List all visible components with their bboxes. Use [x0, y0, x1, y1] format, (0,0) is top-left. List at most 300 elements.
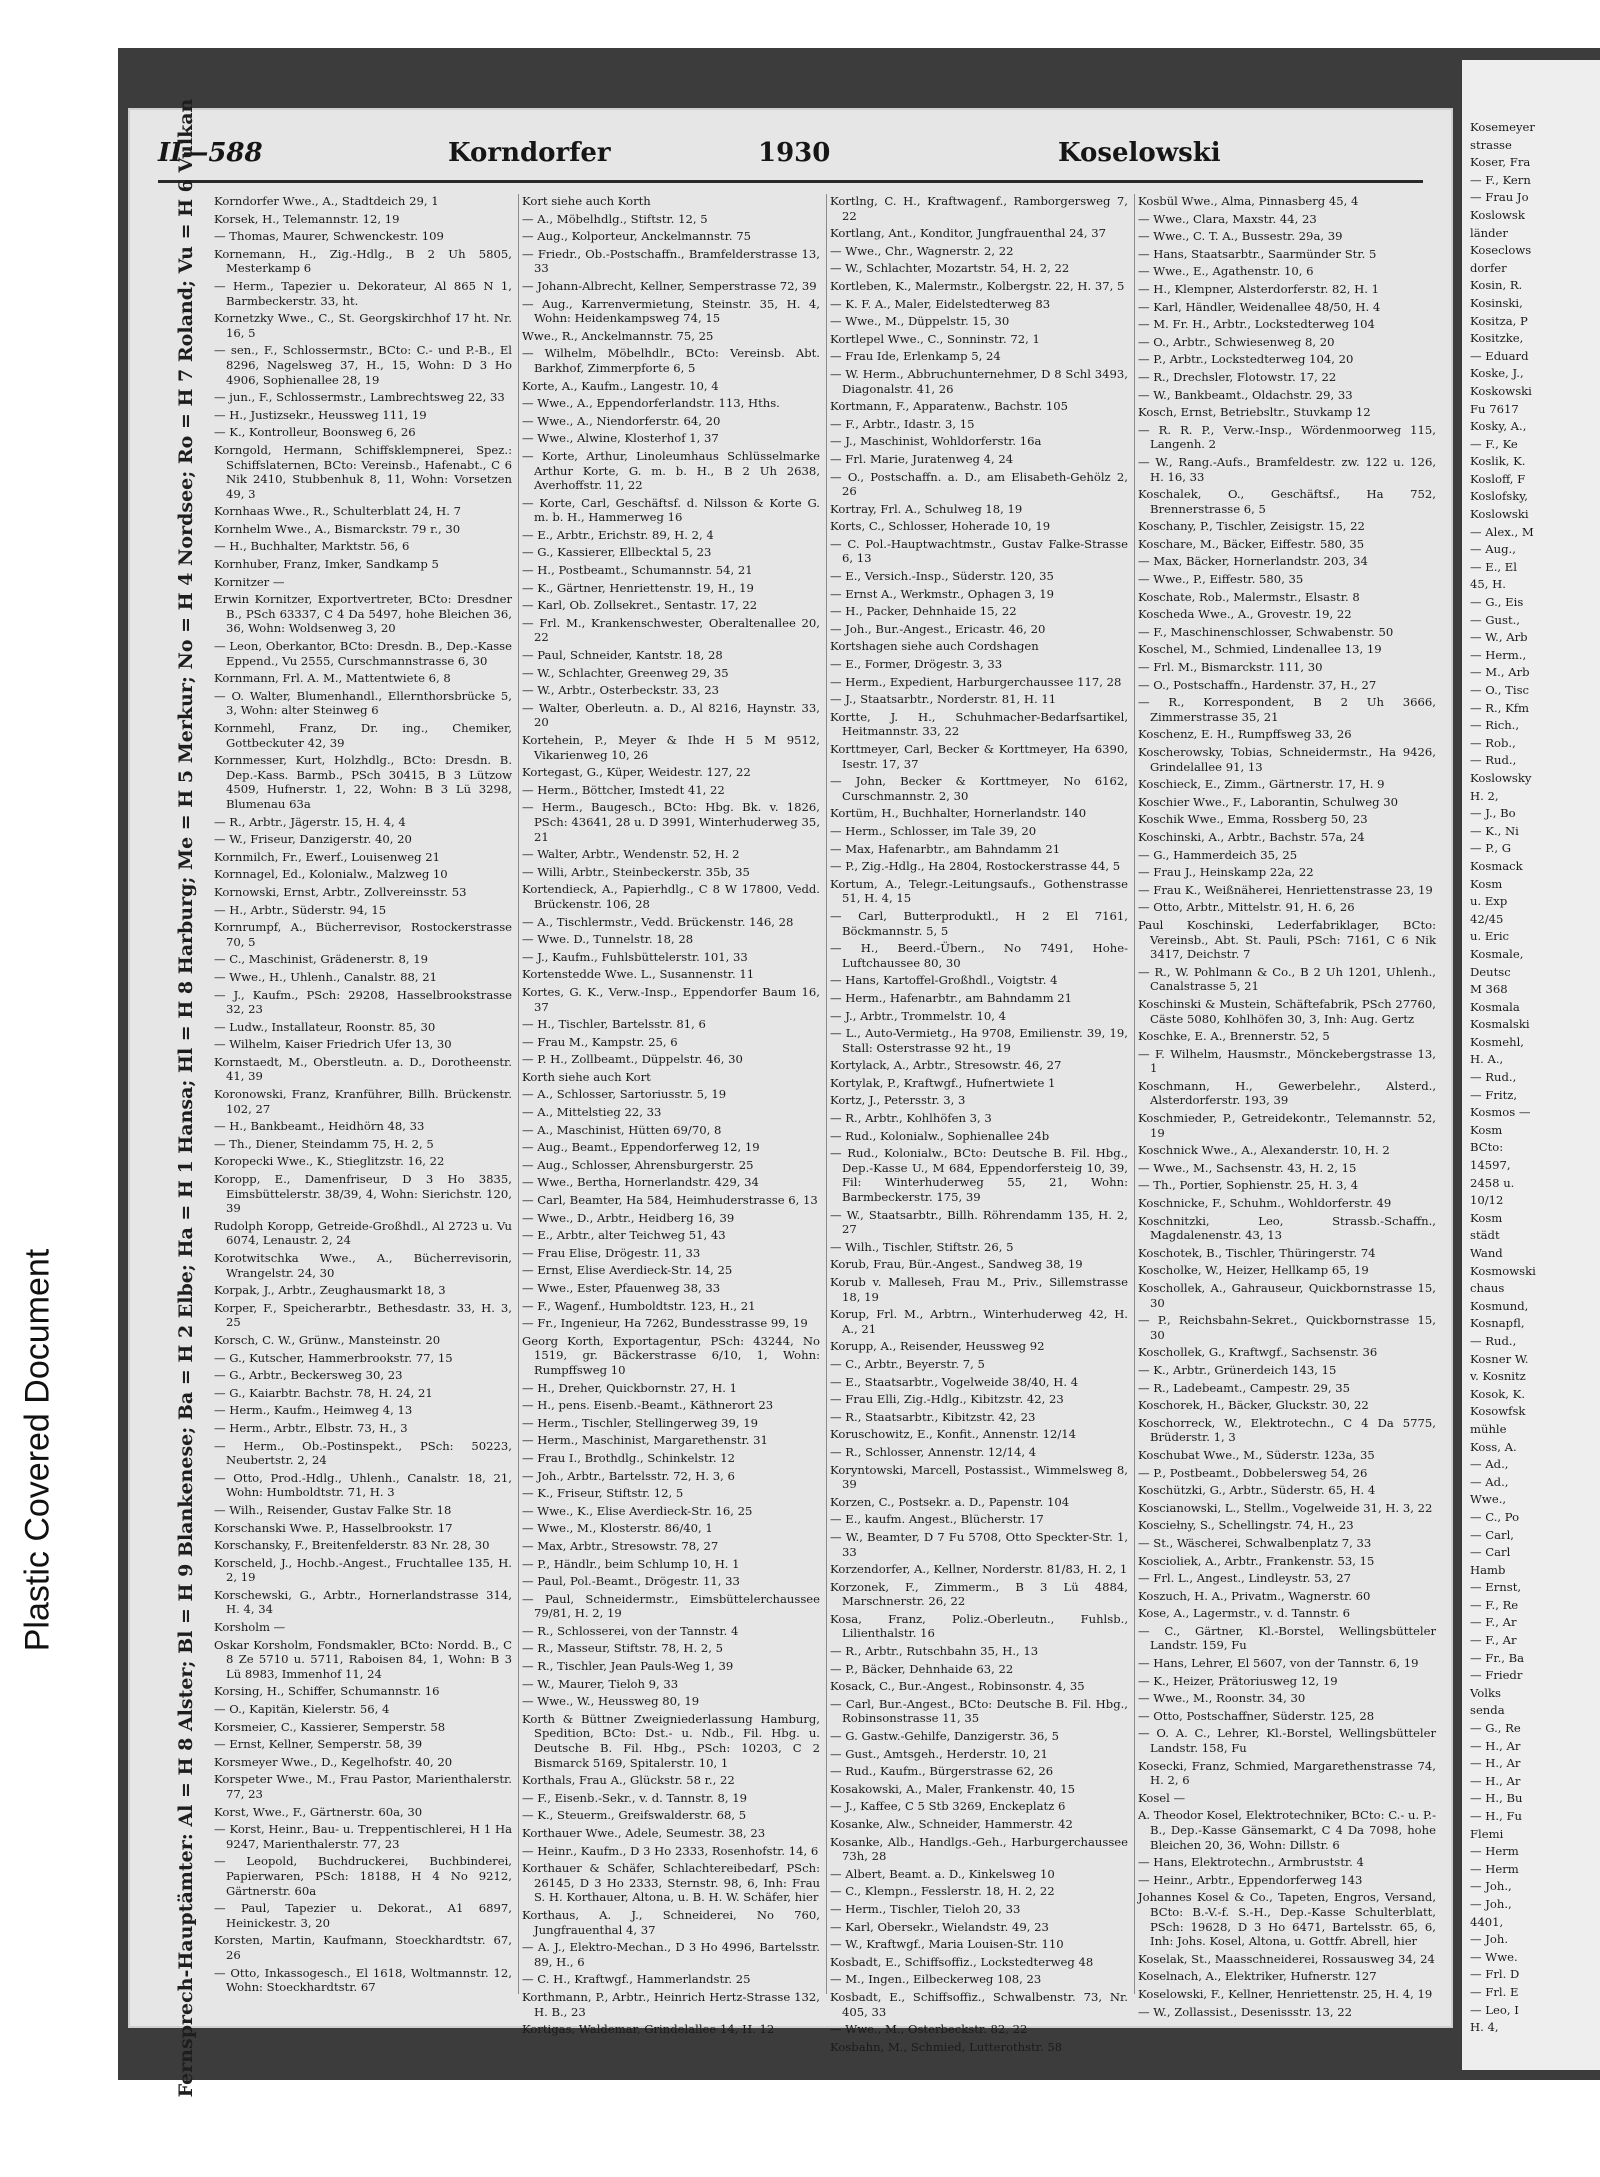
- directory-entry: — E., kaufm. Angest., Blücherstr. 17: [830, 1512, 1044, 1527]
- adjacent-page-line: — H., Ar: [1470, 1773, 1521, 1788]
- directory-entry: Kortlepel Wwe., C., Sonninstr. 72, 1: [830, 331, 1040, 346]
- directory-entry: — Karl, Ob. Zollsekret., Sentastr. 17, 22: [522, 598, 758, 613]
- directory-entry: — P. H., Zollbeamt., Düppelstr. 46, 30: [522, 1052, 743, 1067]
- directory-entry: — Wwe., A., Niendorferstr. 64, 20: [522, 413, 721, 428]
- directory-entry: — E., Versich.-Insp., Süderstr. 120, 35: [830, 569, 1054, 584]
- adjacent-page-line: — Rob.,: [1470, 735, 1516, 750]
- directory-entry: — H., Justizsekr., Heussweg 111, 19: [214, 407, 427, 422]
- directory-entry: — Thomas, Maurer, Schwenckestr. 109: [214, 229, 444, 244]
- adjacent-page-line: Kositzke,: [1470, 331, 1524, 346]
- directory-entry: Kosciełny, S., Schellingstr. 74, H., 23: [1138, 1518, 1354, 1533]
- adjacent-page-line: — Herm: [1470, 1861, 1519, 1876]
- directory-entry: — Wilhelm, Möbelhdlr., BCto: Vereinsb. Abt. Barkhof, Zimmerpforte 6, 5: [522, 346, 820, 375]
- adjacent-page-line: — Carl,: [1470, 1527, 1514, 1542]
- directory-entry: Kornemann, H., Zig.-Hdlg., B 2 Uh 5805, Mesterkamp 6: [214, 246, 512, 276]
- adjacent-page-line: Koss, A.: [1470, 1439, 1517, 1454]
- directory-entry: Koschnicke, F., Schuhm., Wohldorferstr. 49: [1138, 1196, 1392, 1211]
- directory-entry: Korscheld, J., Hochb.-Angest., Fruchtallee 135, H. 2, 19: [214, 1555, 512, 1585]
- directory-entry: — Paul, Schneider, Kantstr. 18, 28: [522, 648, 723, 663]
- directory-entry: — Korte, Carl, Geschäftsf. d. Nilsson & Korte G. m. b. H., Hammerweg 16: [522, 495, 820, 525]
- page-header: [158, 138, 1423, 178]
- directory-entry: Korspeter Wwe., M., Frau Pastor, Marienthalerstr. 77, 23: [214, 1772, 512, 1801]
- adjacent-page-line: Kosm: [1470, 1210, 1503, 1225]
- directory-entry: — Aug., Beamt., Eppendorferweg 12, 19: [522, 1140, 760, 1155]
- adjacent-page-line: Kosky, A.,: [1470, 419, 1527, 434]
- directory-entry: — Herm., Böttcher, Imstedt 41, 22: [522, 782, 725, 797]
- adjacent-page-line: — H., Bu: [1470, 1791, 1523, 1806]
- directory-entry: — A., Möbelhdlg., Stiftstr. 12, 5: [522, 211, 708, 226]
- directory-entry: — Wwe., H., Uhlenh., Canalstr. 88, 21: [214, 969, 437, 984]
- directory-entry: — Rud., Kaufm., Bürgerstrasse 62, 26: [830, 1764, 1054, 1779]
- adjacent-page-line: Koseclows: [1470, 243, 1532, 258]
- directory-entry: — F., Eisenb.-Sekr., v. d. Tannstr. 8, 19: [522, 1790, 747, 1805]
- page-number: II—588: [158, 138, 263, 168]
- adjacent-page-line: 45, H.: [1470, 577, 1506, 592]
- directory-entry: — Wwe. D., Tunnelstr. 18, 28: [522, 932, 694, 947]
- directory-entry: Koscianowski, L., Stellm., Vogelweide 31, H. 3, 22: [1138, 1500, 1433, 1515]
- directory-entry: — Aug., Karrenvermietung, Steinstr. 35, H. 4, Wohn: Heidenkampsweg 74, 15: [522, 296, 820, 326]
- directory-entry: Kortte, J. H., Schuhmacher-Bedarfsartikel, Heitmannstr. 33, 22: [830, 709, 1128, 739]
- adjacent-page-line: — K., Ni: [1470, 823, 1519, 838]
- adjacent-page-line: — Frl. E: [1470, 1984, 1519, 1999]
- directory-entry: Georg Korth, Exportagentur, PSch: 43244, No 1519, gr. Bäckerstrasse 6/10, 1, Wohn: Rumpffsweg 10: [522, 1333, 820, 1377]
- adjacent-page-line: — H., Ar: [1470, 1738, 1521, 1753]
- directory-entry: — Th., Diener, Steindamm 75, H. 2, 5: [214, 1136, 434, 1151]
- directory-entry: Korts, C., Schlosser, Hoherade 10, 19: [830, 519, 1051, 534]
- directory-entry: Koselak, St., Maasschneiderei, Rossausweg 34, 24: [1138, 1951, 1435, 1966]
- directory-entry: — Hans, Kartoffel-Großhdl., Voigtstr. 4: [830, 973, 1058, 988]
- directory-entry: Korsten, Martin, Kaufmann, Stoeckhardtstr. 67, 26: [214, 1933, 512, 1962]
- directory-entry: — J., Kaffee, C 5 Stb 3269, Enckeplatz 6: [830, 1799, 1066, 1814]
- directory-entry: Paul Koschinski, Lederfabriklager, BCto: Vereinsb., Abt. St. Pauli, PSch: 7161, C 6 Nik 3417, Deichstr. 7: [1138, 917, 1436, 962]
- directory-entry: — R., Arbtr., Kohlhöfen 3, 3: [830, 1111, 992, 1126]
- directory-entry: Koselnach, A., Elektriker, Hufnerstr. 127: [1138, 1969, 1377, 1984]
- directory-entry: — Herm., Arbtr., Elbstr. 73, H., 3: [214, 1420, 408, 1435]
- directory-entry: — A., Mittelstieg 22, 33: [522, 1105, 662, 1120]
- directory-entry: — K. F. A., Maler, Eidelstedterweg 83: [830, 296, 1051, 311]
- directory-entry: Kornstaedt, M., Oberstleutn. a. D., Dorotheenstr. 41, 39: [214, 1054, 512, 1084]
- directory-entry: — H., Postbeamt., Schumannstr. 54, 21: [522, 563, 753, 578]
- directory-entry: — Frl. L., Angest., Lindleystr. 53, 27: [1138, 1571, 1352, 1586]
- directory-entry: — Paul, Tapezier u. Dekorat., A1 6897, Heinickestr. 3, 20: [214, 1901, 512, 1930]
- directory-entry: Kosa, Franz, Poliz.-Oberleutn., Fuhlsb., Lilienthalstr. 16: [830, 1611, 1128, 1641]
- directory-entry: — J., Staatsarbtr., Norderstr. 81, H. 11: [830, 692, 1057, 707]
- directory-entry: — Korst, Heinr., Bau- u. Treppentischlerei, H 1 Ha 9247, Marienthalerstr. 77, 23: [214, 1822, 512, 1851]
- adjacent-page-line: — Leo, I: [1470, 2002, 1519, 2017]
- directory-entry: Kort siehe auch Korth: [522, 194, 651, 208]
- adjacent-page-line: Kosmowski: [1470, 1263, 1536, 1278]
- adjacent-page-line: mühle: [1470, 1421, 1507, 1436]
- directory-entry: Kortshagen siehe auch Cordshagen: [830, 639, 1039, 654]
- directory-entry: Kosanke, Alb., Handlgs.-Geh., Harburgerchaussee 73h, 28: [830, 1834, 1128, 1864]
- directory-entry: Kortehein, P., Meyer & Ihde H 5 M 9512, Vikarienweg 10, 26: [522, 733, 820, 762]
- directory-entry: Koselowski, F., Kellner, Henriettenstr. 25, H. 4, 19: [1138, 1986, 1433, 2001]
- adjacent-page-line: — Friedr: [1470, 1668, 1523, 1683]
- directory-entry: Wwe., R., Anckelmannstr. 75, 25: [522, 328, 714, 343]
- directory-entry: — P., Postbeamt., Dobbelersweg 54, 26: [1138, 1465, 1368, 1480]
- adjacent-page-line: H. 2,: [1470, 788, 1499, 803]
- directory-entry: Korthauer & Schäfer, Schlachtereibedarf, PSch: 26145, D 3 Ho 2333, Sternstr. 98, 6, Inh: Frau S. H. Korthauer, Altona, u. B. H. W. Schäfer, hier: [522, 1861, 820, 1905]
- adjacent-page-line: Kosmala: [1470, 999, 1520, 1014]
- directory-entry: Koschubat Wwe., M., Süderstr. 123a, 35: [1138, 1447, 1375, 1462]
- directory-entry: Oskar Korsholm, Fondsmakler, BCto: Nordd. B., C 8 Ze 5710 u. 5711, Raboisen 84, 1, Wohn: B 3 Lü 8983, Immenhof 11, 24: [214, 1637, 512, 1681]
- directory-entry: — Herm., Tischler, Tieloh 20, 33: [830, 1901, 1021, 1916]
- adjacent-page-line: Kosm: [1470, 1122, 1503, 1137]
- directory-entry: — Wwe., P., Eiffestr. 580, 35: [1138, 572, 1304, 587]
- directory-entry: — E., Arbtr., alter Teichweg 51, 43: [522, 1228, 726, 1243]
- directory-entry: Koschorek, H., Bäcker, Gluckstr. 30, 22: [1138, 1398, 1369, 1413]
- adjacent-page-line: — Gust.,: [1470, 612, 1520, 627]
- directory-entry: Kornmesser, Kurt, Holzhdlg., BCto: Dresdn. B. Dep.-Kass. Barmb., PSch 30415, B 3 Lützow 4509, Hufnerstr. 1, 22, Wohn: B 3 Lü 3298, Blumenau 63a: [214, 753, 512, 811]
- adjacent-page-line: — G., Re: [1470, 1721, 1521, 1736]
- directory-entry: — Wwe., E., Agathenstr. 10, 6: [1138, 264, 1314, 279]
- directory-entry: — H., Klempner, Alsterdorferstr. 82, H. 1: [1138, 281, 1380, 296]
- directory-entry: — F. Wilhelm, Hausmstr., Mönckebergstrasse 13, 1: [1138, 1046, 1436, 1076]
- directory-entry: — C., Arbtr., Beyerstr. 7, 5: [830, 1356, 985, 1371]
- directory-entry: — Fr., Ingenieur, Ha 7262, Bundesstrasse 99, 19: [522, 1316, 808, 1331]
- directory-entry: — Herm., Tischler, Stellingerweg 39, 19: [522, 1415, 759, 1430]
- adjacent-page-line: — Rud.,: [1470, 1333, 1517, 1348]
- directory-entry: — Wwe., Bertha, Hornerlandstr. 429, 34: [522, 1175, 759, 1190]
- directory-entry: — F., Maschinenschlosser, Schwabenstr. 50: [1138, 624, 1394, 639]
- adjacent-page-line: 14597,: [1470, 1158, 1511, 1173]
- directory-entry: — Frau I., Brothdlg., Schinkelstr. 12: [522, 1450, 736, 1465]
- directory-entry: — W. Herm., Abbruchunternehmer, D 8 Schl 3493, Diagonalstr. 41, 26: [830, 366, 1128, 396]
- directory-entry: — Ludw., Installateur, Roonstr. 85, 30: [214, 1019, 436, 1034]
- adjacent-page-line: Hamb: [1470, 1562, 1506, 1577]
- directory-entry: — Wwe., A., Eppendorferlandstr. 113, Hths.: [522, 396, 780, 411]
- directory-entry: Kornhuber, Franz, Imker, Sandkamp 5: [214, 557, 439, 572]
- directory-entry: Koschnick Wwe., A., Alexanderstr. 10, H. 2: [1138, 1143, 1390, 1158]
- directory-entry: — Walter, Arbtr., Wendenstr. 52, H. 2: [522, 847, 740, 862]
- adjacent-page-line: — Frl. D: [1470, 1967, 1520, 1982]
- adjacent-page-line: — Frau Jo: [1470, 190, 1529, 205]
- directory-entry: Korsmeier, C., Kassierer, Semperstr. 58: [214, 1719, 446, 1734]
- directory-entry: — K., Gärtner, Henriettenstr. 19, H., 19: [522, 580, 754, 595]
- directory-entry: Korsmeyer Wwe., D., Kegelhofstr. 40, 20: [214, 1754, 453, 1769]
- directory-entry: — Wwe., K., Elise Averdieck-Str. 16, 25: [522, 1503, 753, 1518]
- directory-entry: Kortendieck, A., Papierhdlg., C 8 W 17800, Vedd. Brückenstr. 106, 28: [522, 882, 820, 911]
- adjacent-page-line: Kosmehl,: [1470, 1034, 1524, 1049]
- directory-entry: — O., Arbtr., Schwiesenweg 8, 20: [1138, 334, 1335, 349]
- directory-entry: — Wilh., Tischler, Stiftstr. 26, 5: [830, 1239, 1014, 1254]
- adjacent-page-line: — Joh.,: [1470, 1896, 1512, 1911]
- adjacent-page-line: Kosner W.: [1470, 1351, 1529, 1366]
- directory-entry: — E., Former, Drögestr. 3, 33: [830, 657, 1003, 672]
- directory-entry: — R., Staatsarbtr., Kibitzstr. 42, 23: [830, 1409, 1036, 1424]
- directory-entry: Koryntowski, Marcell, Postassist., Wimmelsweg 8, 39: [830, 1462, 1128, 1492]
- directory-entry: Koschmieder, P., Getreidekontr., Telemannstr. 52, 19: [1138, 1111, 1436, 1140]
- directory-entry: — Albert, Beamt. a. D., Kinkelsweg 10: [830, 1866, 1055, 1881]
- adjacent-page-line: Kosloff, F: [1470, 471, 1526, 486]
- directory-entry: — F., Arbtr., Idastr. 3, 15: [830, 416, 975, 431]
- directory-entry: Koschützki, G., Arbtr., Süderstr. 65, H. 4: [1138, 1483, 1376, 1498]
- adjacent-page-line: Kosmack: [1470, 858, 1523, 873]
- adjacent-page-line: 10/12: [1470, 1193, 1504, 1208]
- directory-entry: — C. Pol.-Hauptwachtmstr., Gustav Falke-Strasse 6, 13: [830, 536, 1128, 566]
- header-last-entry: Koselowski: [1058, 138, 1221, 168]
- directory-entry: — K., Steuerm., Greifswalderstr. 68, 5: [522, 1808, 747, 1823]
- directory-entry: — J., Arbtr., Trommelstr. 10, 4: [830, 1008, 1006, 1023]
- adjacent-page-line: chaus: [1470, 1281, 1505, 1296]
- adjacent-page-line: — Herm.,: [1470, 647, 1527, 662]
- directory-entry: — C. H., Kraftwgf., Hammerlandstr. 25: [522, 1972, 751, 1987]
- directory-entry: Korupp, A., Reisender, Heussweg 92: [830, 1339, 1045, 1354]
- adjacent-page-line: u. Eric: [1470, 929, 1510, 944]
- directory-entry: — O. A. C., Lehrer, Kl.-Borstel, Wellingsbütteler Landstr. 158, Fu: [1138, 1726, 1436, 1756]
- directory-entry: — Heinr., Kaufm., D 3 Ho 2333, Rosenhofstr. 14, 6: [522, 1843, 819, 1858]
- directory-entry: Koschik Wwe., Emma, Rossberg 50, 23: [1138, 812, 1368, 827]
- adjacent-page-line: — Fr., Ba: [1470, 1650, 1525, 1665]
- directory-entry: Korte, A., Kaufm., Langestr. 10, 4: [522, 378, 719, 393]
- directory-entry: Kosbül Wwe., Alma, Pinnasberg 45, 4: [1138, 194, 1359, 208]
- adjacent-page-line: — Ernst,: [1470, 1580, 1522, 1595]
- adjacent-page-line: — R., Kfm: [1470, 700, 1530, 715]
- directory-entry: — Herm., Hafenarbtr., am Bahndamm 21: [830, 990, 1073, 1005]
- directory-entry: — G., Kassierer, Ellbecktal 5, 23: [522, 545, 712, 560]
- directory-entry: — K., Heizer, Prätoriusweg 12, 19: [1138, 1673, 1338, 1688]
- directory-entry: Korschewski, G., Arbtr., Hornerlandstrasse 314, H. 4, 34: [214, 1587, 512, 1617]
- directory-entry: — J., Kaufm., PSch: 29208, Hasselbrookstrasse 32, 23: [214, 987, 512, 1017]
- directory-entry: Kornrumpf, A., Bücherrevisor, Rostockerstrasse 70, 5: [214, 920, 512, 949]
- adjacent-page-line: H. 4,: [1470, 2020, 1499, 2035]
- adjacent-page-line: Kositza, P: [1470, 313, 1528, 328]
- directory-entry: — Willi, Arbtr., Steinbeckerstr. 35b, 35: [522, 864, 750, 879]
- directory-entry: — Frau J., Heinskamp 22a, 22: [1138, 865, 1314, 880]
- adjacent-page-line: Koske, J.,: [1470, 366, 1524, 381]
- directory-entry: Koruschowitz, E., Konfit., Annenstr. 12/14: [830, 1427, 1077, 1442]
- directory-entry: — Rud., Kolonialw., Sophienallee 24b: [830, 1128, 1050, 1143]
- directory-entry: Korper, F., Speicherarbtr., Bethesdastr. 33, H. 3, 25: [214, 1300, 512, 1330]
- adjacent-page-line: — F., Ar: [1470, 1615, 1517, 1630]
- directory-entry: Kortegast, G., Küper, Weidestr. 127, 22: [522, 765, 751, 780]
- column-divider: [518, 194, 519, 1994]
- directory-entry: Koschieck, E., Zimm., Gärtnerstr. 17, H. 9: [1138, 777, 1385, 792]
- adjacent-page-line: — H., Ar: [1470, 1756, 1521, 1771]
- directory-entry: Koschotek, B., Tischler, Thüringerstr. 74: [1138, 1245, 1376, 1260]
- directory-entry: Koschier Wwe., F., Laborantin, Schulweg 30: [1138, 794, 1398, 809]
- directory-entry: — A., Maschinist, Hütten 69/70, 8: [522, 1122, 722, 1137]
- adjacent-page-line: Kosowfsk: [1470, 1404, 1526, 1419]
- directory-entry: Koronowski, Franz, Kranführer, Billh. Brückenstr. 102, 27: [214, 1087, 512, 1116]
- directory-entry: — Wwe., Chr., Wagnerstr. 2, 22: [830, 243, 1014, 258]
- directory-entry: — Max, Bäcker, Hornerlandstr. 203, 34: [1138, 554, 1368, 569]
- adjacent-page-lines: [1470, 120, 1596, 2038]
- directory-entry: — John, Becker & Korttmeyer, No 6162, Curschmannstr. 2, 30: [830, 774, 1128, 803]
- adjacent-page-line: — Aug.,: [1470, 542, 1516, 557]
- directory-entry: Johannes Kosel & Co., Tapeten, Engros, Versand, BCto: B.-V.-f. S.-H., Dep.-Kasse Schulterblatt, PSch: 19628, D 3 Ho 6471, Bartelsstr. 65, 6, Inh: Johs. Kosel, Altona, u. Gottfr. Abrell, hier: [1138, 1890, 1436, 1949]
- adjacent-page-line: — H., Fu: [1470, 1809, 1522, 1823]
- adjacent-page-line: — Ad.,: [1470, 1474, 1509, 1489]
- directory-entry: — Leon, Oberkantor, BCto: Dresdn. B., Dep.-Kasse Eppend., Vu 2555, Curschmannstrasse 6, 30: [214, 639, 512, 668]
- adjacent-page-line: Koslowsky: [1470, 770, 1532, 785]
- telephone-exchange-legend: [162, 98, 210, 2098]
- adjacent-page-line: 2458 u.: [1470, 1175, 1515, 1190]
- adjacent-page-line: BCto:: [1470, 1140, 1504, 1155]
- directory-entry: Kortüm, H., Buchhalter, Hornerlandstr. 140: [830, 806, 1087, 821]
- directory-entry: — Frau Elli, Zig.-Hdlg., Kibitzstr. 42, 23: [830, 1392, 1064, 1407]
- directory-entry: Korub v. Malleseh, Frau M., Priv., Sillemstrasse 18, 19: [830, 1275, 1128, 1304]
- directory-entry: — R., Schlosserei, von der Tannstr. 4: [522, 1623, 739, 1638]
- directory-entry: — K., Kontrolleur, Boonsweg 6, 26: [214, 425, 416, 440]
- directory-entry: — Carl, Bur.-Angest., BCto: Deutsche B. Fil. Hbg., Robinsonstrasse 11, 35: [830, 1696, 1128, 1726]
- directory-entry: — R., Masseur, Stiftstr. 78, H. 2, 5: [522, 1641, 723, 1656]
- directory-entry: — J., Maschinist, Wohldorferstr. 16a: [830, 434, 1042, 449]
- directory-entry: — Herm., Schlosser, im Tale 39, 20: [830, 823, 1037, 838]
- directory-entry: Korsch, C. W., Grünw., Mansteinstr. 20: [214, 1332, 441, 1347]
- directory-entry: Kornmilch, Fr., Ewerf., Louisenweg 21: [214, 849, 440, 864]
- adjacent-page-line: — Joh.: [1470, 1932, 1509, 1947]
- directory-entry: — C., Gärtner, Kl.-Borstel, Wellingsbütteler Landstr. 159, Fu: [1138, 1623, 1436, 1653]
- adjacent-page-line: — F., Ar: [1470, 1633, 1517, 1648]
- directory-entry: — W., Rang.-Aufs., Bramfeldestr. zw. 122 u. 126, H. 16, 33: [1138, 454, 1436, 484]
- directory-entry: — St., Wäscherei, Schwalbenplatz 7, 33: [1138, 1535, 1372, 1550]
- directory-entry: — H., pens. Eisenb.-Beamt., Käthnerort 23: [522, 1398, 774, 1413]
- directory-entry: — Hans, Lehrer, El 5607, von der Tannstr. 6, 19: [1138, 1656, 1419, 1671]
- directory-entry: — Karl, Obersekr., Wielandstr. 49, 23: [830, 1919, 1049, 1934]
- directory-entry: Kortlng, C. H., Kraftwagenf., Ramborgersweg 7, 22: [830, 194, 1128, 223]
- adjacent-page-line: Koslowski: [1470, 507, 1529, 522]
- directory-entry: Kortenstedde Wwe. L., Susannenstr. 11: [522, 967, 755, 982]
- directory-entry: — Herm., Kaufm., Heimweg 4, 13: [214, 1403, 413, 1418]
- directory-entry: Kornhaas Wwe., R., Schulterblatt 24, H. 7: [214, 504, 461, 519]
- directory-entry: — Heinr., Arbtr., Eppendorferweg 143: [1138, 1872, 1363, 1887]
- adjacent-page-line: 42/45: [1470, 911, 1504, 926]
- directory-entry: Kortray, Frl. A., Schulweg 18, 19: [830, 501, 1023, 516]
- adjacent-page-line: — Rud.,: [1470, 753, 1517, 768]
- adjacent-page-line: Kosnapfl,: [1470, 1316, 1525, 1331]
- directory-entry: — Frau M., Kampstr. 25, 6: [522, 1034, 678, 1049]
- adjacent-page-line: — P., G: [1470, 841, 1512, 856]
- directory-entry: Korzonek, F., Zimmerm., B 3 Lü 4884, Marschnerstr. 26, 22: [830, 1579, 1128, 1609]
- directory-entry: — O., Postschaffn., Hardenstr. 37, H., 27: [1138, 677, 1377, 692]
- directory-entry: — Wwe., W., Heussweg 80, 19: [522, 1694, 700, 1709]
- directory-entry: — Wwe., Clara, Maxstr. 44, 23: [1138, 211, 1317, 226]
- directory-entry: — C., Klempn., Fesslerstr. 18, H. 2, 22: [830, 1884, 1055, 1899]
- directory-entry: Kornowski, Ernst, Arbtr., Zollvereinsstr. 53: [214, 884, 467, 899]
- directory-entry: Korotwitschka Wwe., A., Bücherrevisorin, Wrangelstr. 24, 30: [214, 1251, 512, 1280]
- directory-entry: — H., Buchhalter, Marktstr. 56, 6: [214, 539, 410, 554]
- telephone-exchange-legend-text: Fernsprech-Hauptämter: Al = H 8 Alster; Bl = H 9 Blankenese; Ba = H 2 Elbe; Ha = H 1 Hansa; Hl = H 8 Harburg; Me = H 5 Merkur; No = H 4 Nordsee; Ro = H 7 Roland; Vu = H 6 Vulkan: [175, 98, 197, 2098]
- adjacent-page-line: Deutsc: [1470, 964, 1511, 979]
- column-divider: [1134, 194, 1135, 1994]
- directory-entry: Kosakowski, A., Maler, Frankenstr. 40, 15: [830, 1781, 1076, 1796]
- directory-entry: Kosbahn, M., Schmied, Lutterothstr. 58: [830, 2039, 1063, 2054]
- directory-entry: — J., Kaufm., Fuhlsbüttelerstr. 101, 33: [522, 949, 748, 964]
- document-type-label: [8, 1000, 68, 1900]
- directory-entry: — Aug., Kolporteur, Anckelmannstr. 75: [522, 229, 751, 244]
- directory-entry: Koschinski, A., Arbtr., Bachstr. 57a, 24: [1138, 829, 1365, 844]
- directory-entry: A. Theodor Kosel, Elektrotechniker, BCto: C.- u. P.-B., Dep.-Kasse Gänsemarkt, C 4 Da 7098, hohe Bleichen 20, 36, Wohn: Dillstr. 6: [1138, 1808, 1436, 1852]
- directory-entry: — R., Arbtr., Jägerstr. 15, H. 4, 4: [214, 814, 406, 829]
- directory-entry: Kornnagel, Ed., Kolonialw., Malzweg 10: [214, 867, 448, 882]
- directory-entry: Kortigas, Waldemar, Grindelallee 14, H. 12: [522, 2022, 775, 2037]
- directory-entry: — Max, Arbtr., Stresowstr. 78, 27: [522, 1538, 719, 1553]
- directory-entry: Korndorfer Wwe., A., Stadtdeich 29, 1: [214, 194, 439, 208]
- directory-entry: — M. Fr. H., Arbtr., Lockstedterweg 104: [1138, 317, 1375, 332]
- directory-entry: Kortes, G. K., Verw.-Insp., Eppendorfer Baum 16, 37: [522, 984, 820, 1014]
- directory-entry: — P., Bäcker, Dehnhaide 63, 22: [830, 1661, 1014, 1676]
- adjacent-page-line: u. Exp: [1470, 894, 1508, 909]
- directory-entry: — Leopold, Buchdruckerei, Buchbinderei, Papierwaren, PSch: 18188, H 4 No 9212, Gärtnerstr. 60a: [214, 1854, 512, 1898]
- directory-entry: — Wwe., M., Osterbeckstr. 82, 22: [830, 2022, 1028, 2037]
- adjacent-page-line: Kosin, R.: [1470, 278, 1523, 293]
- adjacent-page-line: M 368: [1470, 982, 1508, 997]
- directory-entry: Kose, A., Lagermstr., v. d. Tannstr. 6: [1138, 1606, 1350, 1621]
- directory-entry: Korth siehe auch Kort: [522, 1069, 651, 1084]
- directory-entry: Kornhelm Wwe., A., Bismarckstr. 79 r., 30: [214, 521, 461, 536]
- adjacent-page-line: — Herm: [1470, 1844, 1519, 1859]
- directory-entry: — Ernst A., Werkmstr., Ophagen 3, 19: [830, 586, 1055, 601]
- directory-entry: — Wwe., M., Klosterstr. 86/40, 1: [522, 1521, 713, 1536]
- adjacent-page-line: Kosemeyer: [1470, 120, 1535, 134]
- directory-entry: — H., Bankbeamt., Heidhörn 48, 33: [214, 1119, 425, 1134]
- directory-entry: — Ernst, Elise Averdieck-Str. 14, 25: [522, 1263, 733, 1278]
- directory-entry: Korub, Frau, Bür.-Angest., Sandweg 38, 19: [830, 1257, 1083, 1272]
- directory-entry: Korsing, H., Schiffer, Schumannstr. 16: [214, 1684, 440, 1699]
- directory-entry: — R., Tischler, Jean Pauls-Weg 1, 39: [522, 1659, 734, 1674]
- directory-entry: Kortlang, Ant., Konditor, Jungfrauenthal 24, 37: [830, 226, 1107, 241]
- adjacent-page-line: — F., Kern: [1470, 172, 1531, 187]
- directory-entry: Korth & Büttner Zweigniederlassung Hamburg, Spedition, BCto: Dst.- u. Ndb., Fil. Hbg. u. Deutsche B. Fil. Hbg., PSch: 10203, C 2 Bismarck 5169, Spitalerstr. 10, 1: [522, 1711, 820, 1770]
- directory-entry: — K., Arbtr., Grünerdeich 143, 15: [1138, 1362, 1337, 1377]
- directory-entry: Koschare, M., Bäcker, Eiffestr. 580, 35: [1138, 536, 1365, 551]
- directory-entry: — jun., F., Schlossermstr., Lambrechtsweg 22, 33: [214, 390, 505, 405]
- directory-entry: — H., Dreher, Quickbornstr. 27, H. 1: [522, 1380, 737, 1395]
- directory-entry: Kortleben, K., Malermstr., Kolbergstr. 22, H. 37, 5: [830, 278, 1125, 293]
- directory-entry: Koschmann, H., Gewerbelehr., Alsterd., Alsterdorferstr. 193, 39: [1138, 1078, 1436, 1108]
- directory-entry: — Th., Portier, Sophienstr. 25, H. 3, 4: [1138, 1178, 1359, 1193]
- directory-entry: — Wwe., M., Düppelstr. 15, 30: [830, 314, 1010, 329]
- directory-entry: — O., Postschaffn. a. D., am Elisabeth-Gehölz 2, 26: [830, 469, 1128, 499]
- directory-column-2: [522, 194, 820, 2037]
- directory-entry: — Gust., Amtsgeh., Herderstr. 10, 21: [830, 1746, 1048, 1761]
- directory-entry: Koszuch, H. A., Privatm., Wagnerstr. 60: [1138, 1588, 1371, 1603]
- adjacent-page-line: — J., Bo: [1470, 806, 1516, 821]
- directory-entry: Kortylak, P., Kraftwgf., Hufnertwiete 1: [830, 1075, 1056, 1090]
- directory-entry: — Hans, Elektrotechn., Armbruststr. 4: [1138, 1855, 1364, 1870]
- adjacent-page-line: Flemi: [1470, 1826, 1504, 1841]
- adjacent-page-line: dorfer: [1470, 260, 1507, 275]
- adjacent-page-line: — M., Arb: [1470, 665, 1530, 680]
- adjacent-page-line: 4401,: [1470, 1914, 1504, 1929]
- directory-entry: — A. J., Elektro-Mechan., D 3 Ho 4996, Bartelsstr. 89, H., 6: [522, 1940, 820, 1969]
- adjacent-page-line: — G., Eis: [1470, 595, 1524, 610]
- directory-entry: — Frau Elise, Drögestr. 11, 33: [522, 1245, 701, 1260]
- directory-entry: — Otto, Prod.-Hdlg., Uhlenh., Canalstr. 18, 21, Wohn: Humboldtstr. 71, H. 3: [214, 1470, 512, 1500]
- adjacent-page-line: v. Kosnitz: [1470, 1369, 1526, 1384]
- adjacent-page-line: — F., Re: [1470, 1597, 1519, 1612]
- adjacent-page-line: länder: [1470, 225, 1508, 240]
- adjacent-page: [1462, 60, 1600, 2070]
- directory-entry: — P., Händlr., beim Schlump 10, H. 1: [522, 1556, 740, 1571]
- adjacent-page-line: Kosm: [1470, 876, 1503, 891]
- directory-entry: Kortylack, A., Arbtr., Stresowstr. 46, 27: [830, 1058, 1062, 1073]
- directory-entry: — Frl. M., Bismarckstr. 111, 30: [1138, 660, 1323, 675]
- adjacent-page-line: Kosok, K.: [1470, 1386, 1526, 1401]
- directory-entry: Koscholke, W., Heizer, Hellkamp 65, 19: [1138, 1263, 1369, 1278]
- directory-page: [128, 98, 1453, 2098]
- directory-entry: Koscheda Wwe., A., Grovestr. 19, 22: [1138, 607, 1352, 622]
- directory-entry: Kosbadt, E., Schiffsoffiz., Lockstedterweg 48: [830, 1954, 1094, 1969]
- directory-entry: — Herm., Maschinist, Margarethenstr. 31: [522, 1433, 768, 1448]
- adjacent-page-line: Koser, Fra: [1470, 155, 1531, 170]
- adjacent-page-line: städt: [1470, 1228, 1500, 1243]
- adjacent-page-line: strasse: [1470, 137, 1512, 152]
- directory-entry: Korsek, H., Telemannstr. 12, 19: [214, 211, 400, 226]
- directory-entry: Koropp, E., Damenfriseur, D 3 Ho 3835, Eimsbüttelerstr. 38/39, 4, Wohn: Sierichstr. 120, 39: [214, 1172, 512, 1216]
- directory-entry: — Carl, Beamter, Ha 584, Heimhuderstrasse 6, 13: [522, 1193, 818, 1208]
